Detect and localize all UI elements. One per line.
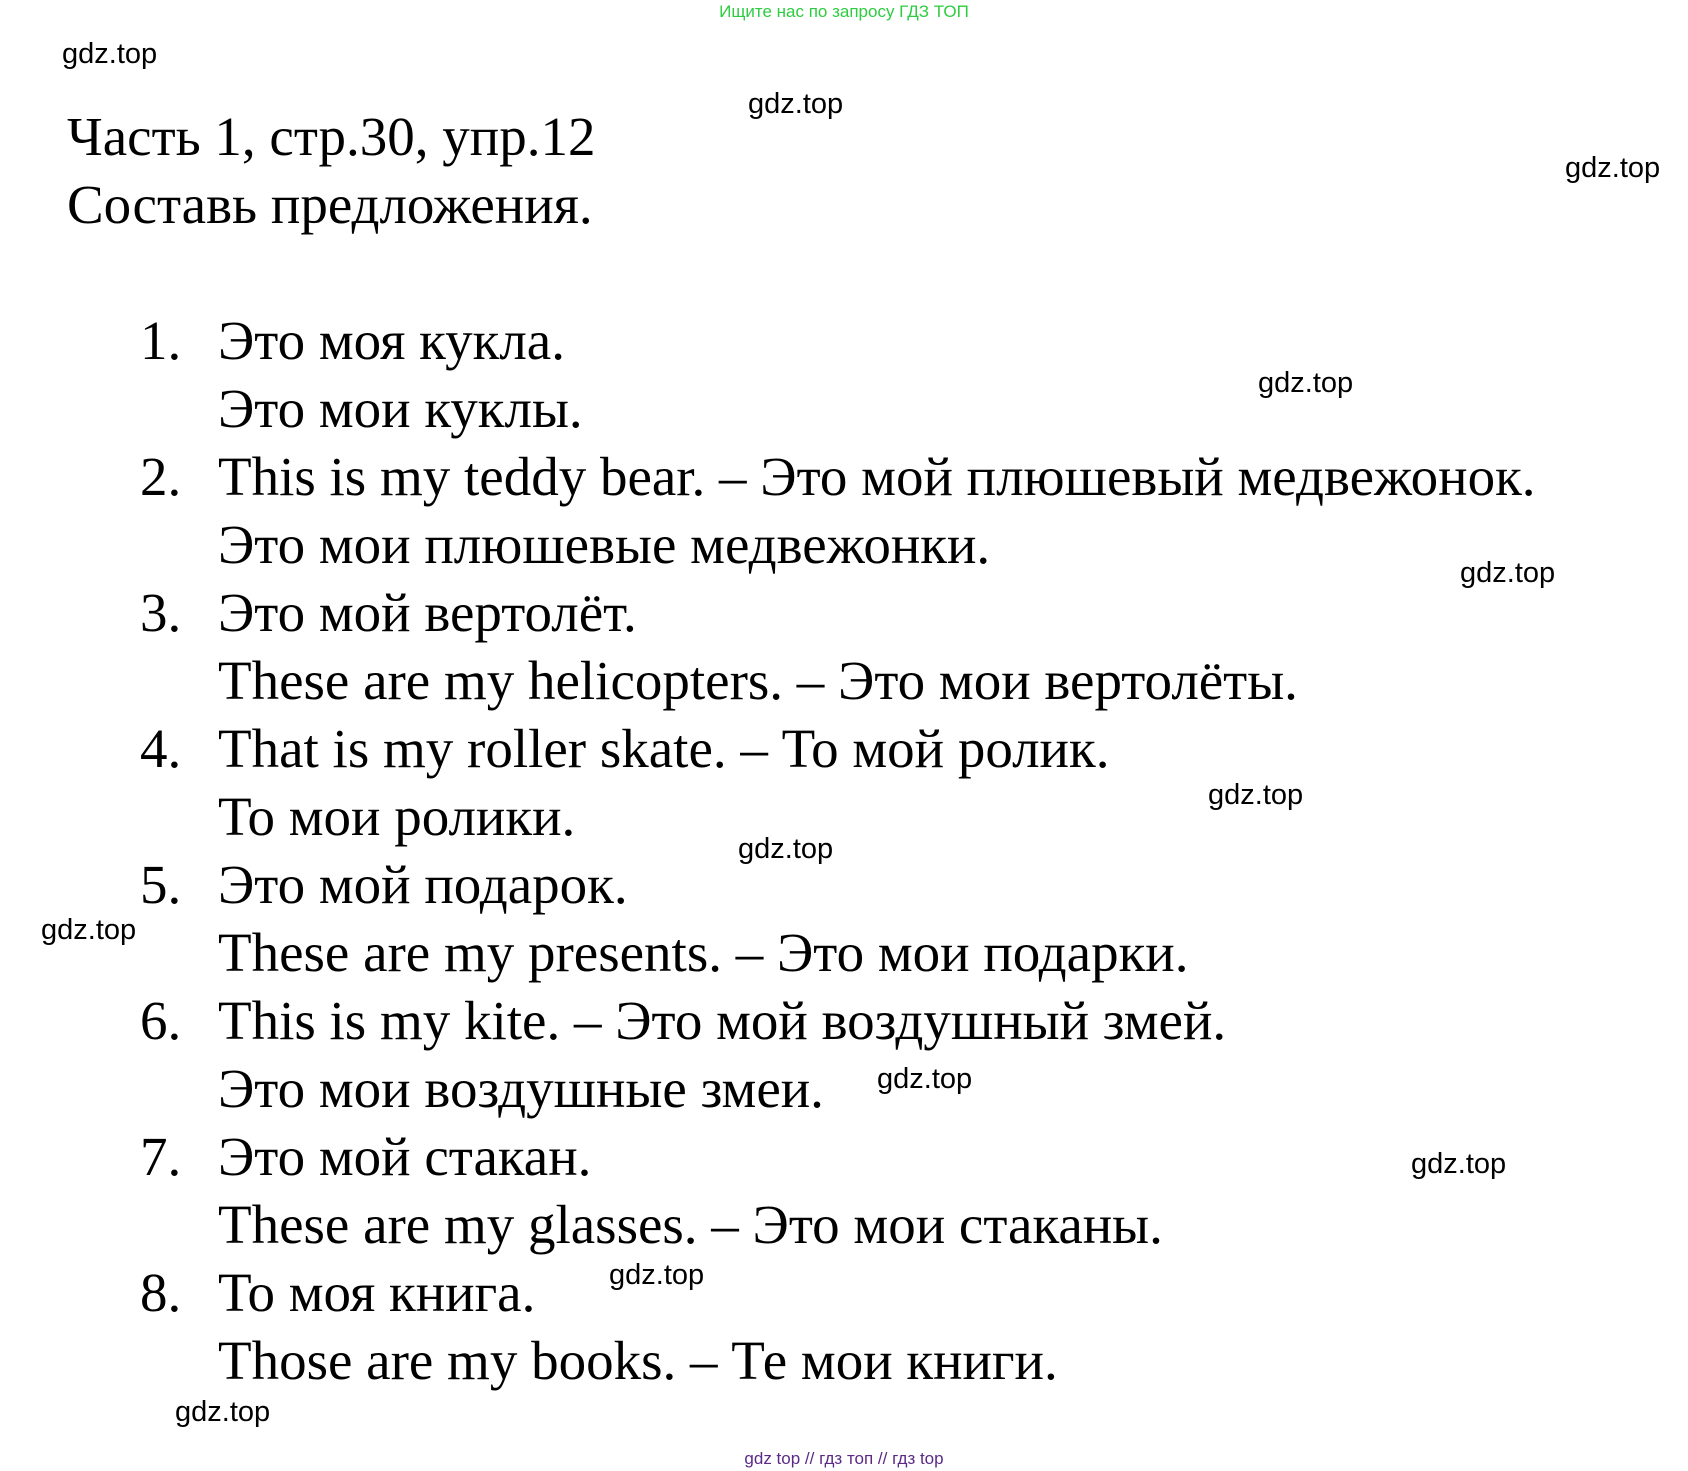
item-sentence: Это мои плюшевые медвежонки. xyxy=(218,514,991,575)
item-sentence: Это моя кукла. xyxy=(218,310,565,371)
watermark: gdz.top xyxy=(1460,557,1556,589)
item-sentence: Это мой стакан. xyxy=(218,1126,592,1187)
item-sentence: То моя книга. xyxy=(218,1262,536,1323)
watermark: gdz.top xyxy=(1565,152,1661,184)
item-sentence: These are my presents. – Это мои подарки. xyxy=(218,922,1189,983)
item-sentence: This is my teddy bear. – Это мой плюшевый медвежонок. xyxy=(218,446,1536,507)
item-sentence: Those are my books. – Те мои книги. xyxy=(218,1330,1058,1391)
item-number: 7. xyxy=(140,1126,182,1187)
item-number: 5. xyxy=(140,854,182,915)
item-sentence: These are my helicopters. – Это мои вертолёты. xyxy=(218,650,1298,711)
watermark: gdz.top xyxy=(175,1396,271,1428)
item-sentence: Это мои воздушные змеи. xyxy=(218,1058,824,1119)
watermark: gdz.top xyxy=(1411,1148,1507,1180)
item-sentence: That is my roller skate. – То мой ролик. xyxy=(218,718,1110,779)
item-sentence: Это мой подарок. xyxy=(218,854,628,915)
watermark: gdz.top xyxy=(41,914,137,946)
item-sentence: Это мой вертолёт. xyxy=(218,582,637,643)
watermark: gdz.top xyxy=(877,1063,973,1095)
item-number: 2. xyxy=(140,446,182,507)
footer-links: gdz top // гдз топ // гдз top xyxy=(744,1449,944,1468)
watermark: gdz.top xyxy=(1208,779,1304,811)
item-number: 8. xyxy=(140,1262,182,1323)
item-sentence: This is my kite. – Это мой воздушный змей. xyxy=(218,990,1227,1051)
watermark: gdz.top xyxy=(748,88,844,120)
item-number: 6. xyxy=(140,990,182,1051)
item-sentence: Это мои куклы. xyxy=(218,378,583,439)
item-sentence: These are my glasses. – Это мои стаканы. xyxy=(218,1194,1163,1255)
watermark: gdz.top xyxy=(609,1259,705,1291)
item-sentence: То мои ролики. xyxy=(218,786,576,847)
exercise-instruction: Составь предложения. xyxy=(67,174,593,235)
item-number: 4. xyxy=(140,718,182,779)
exercise-heading: Часть 1, стр.30, упр.12 xyxy=(67,106,596,167)
item-number: 1. xyxy=(140,310,182,371)
top-banner: Ищите нас по запросу ГДЗ ТОП xyxy=(719,2,969,21)
watermark: gdz.top xyxy=(62,38,158,70)
item-number: 3. xyxy=(140,582,182,643)
watermark: gdz.top xyxy=(738,833,834,865)
watermark: gdz.top xyxy=(1258,367,1354,399)
